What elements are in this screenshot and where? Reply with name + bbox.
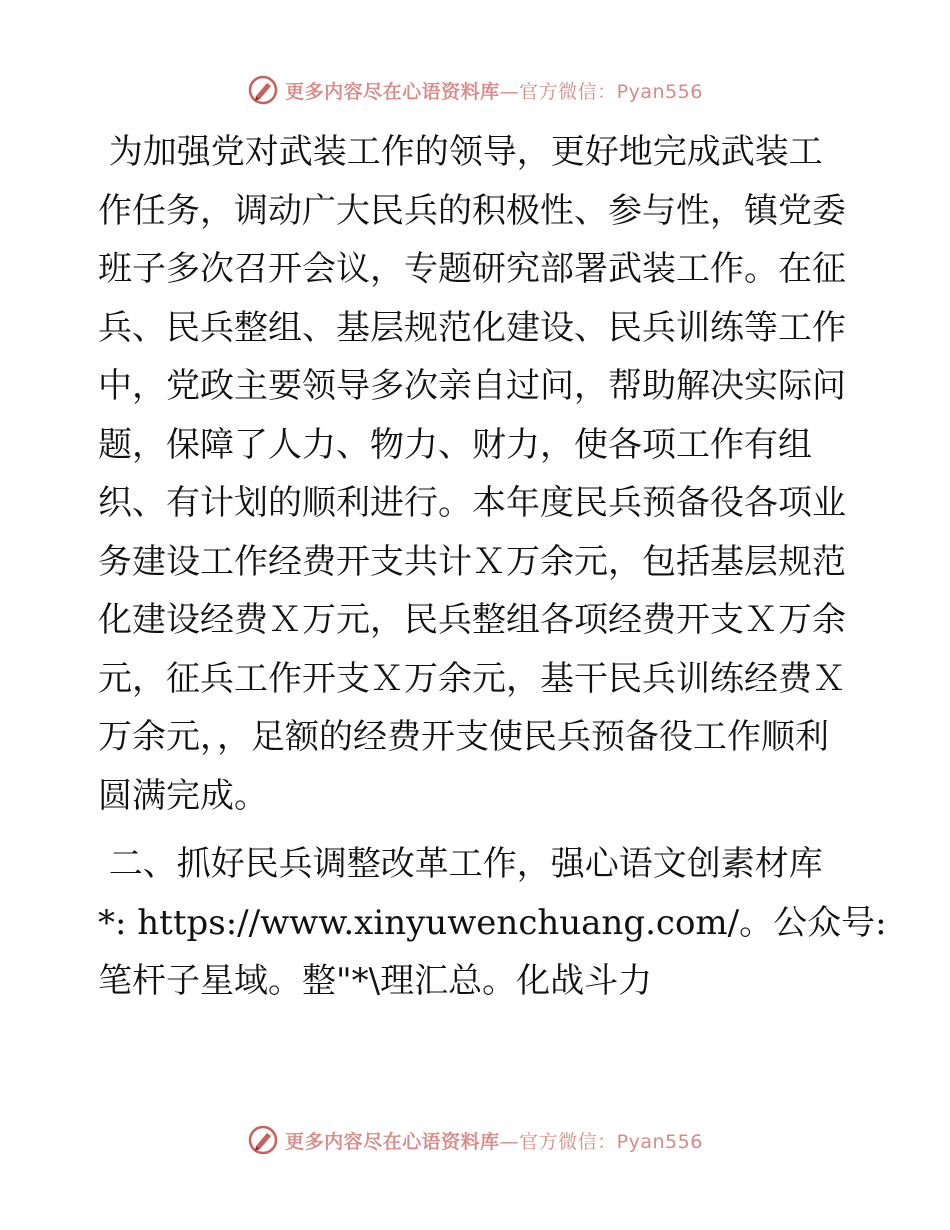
text-line: 兵、民兵整组、基层规范化建设、民兵训练等工作 [98, 307, 846, 348]
banner-separator: — [499, 1130, 520, 1153]
banner-site-name: 更多内容尽在心语资料库 [285, 80, 500, 103]
banner-wechat: 官方微信：Pyan556 [519, 1130, 703, 1153]
text-line: 作任务，调动广大民兵的积极性、参与性，镇党委 [98, 190, 846, 231]
paragraph-1 [98, 123, 858, 825]
paragraph-spacer [98, 825, 858, 835]
paragraph-2 [98, 835, 887, 1011]
pen-logo-icon [247, 74, 279, 106]
pen-logo-icon [247, 1124, 279, 1156]
document-body [98, 123, 887, 1011]
header-watermark-banner [0, 70, 950, 110]
text-line: 化建设经费Ｘ万元，民兵整组各项经费开支Ｘ万余 [98, 600, 846, 640]
text-line: 圆满完成。 [98, 775, 268, 816]
text-line: 务建设工作经费开支共计Ｘ万余元，包括基层规范 [98, 541, 846, 582]
text-line: 万余元，，足额的经费开支使民兵预备役工作顺利 [98, 717, 829, 757]
text-line: 题，保障了人力、物力、财力，使各项工作有组 [98, 424, 812, 465]
text-line: 二、抓好民兵调整改革工作，强心语文创素材库 [98, 844, 823, 884]
text-line: 班子多次召开会议，专题研究部署武装工作。在征 [98, 249, 846, 289]
text-line: 织、有计划的顺利进行。本年度民兵预备役各项业 [98, 483, 846, 523]
banner-wechat: 官方微信：Pyan556 [519, 80, 703, 103]
text-line: *: https://www.xinyuwenchuang.com/。公众号: [98, 902, 887, 943]
banner-site-name: 更多内容尽在心语资料库 [285, 1130, 500, 1153]
text-line: 元，征兵工作开支Ｘ万余元，基干民兵训练经费Ｘ [98, 658, 846, 699]
banner-separator: — [499, 80, 520, 103]
text-line: 为加强党对武装工作的领导，更好地完成武装工 [98, 132, 823, 172]
footer-watermark-banner [0, 1120, 950, 1160]
text-line: 中，党政主要领导多次亲自过问，帮助解决实际问 [98, 366, 846, 406]
text-line: 笔杆子星域。整"*\理汇总。化战斗力 [98, 961, 653, 1001]
